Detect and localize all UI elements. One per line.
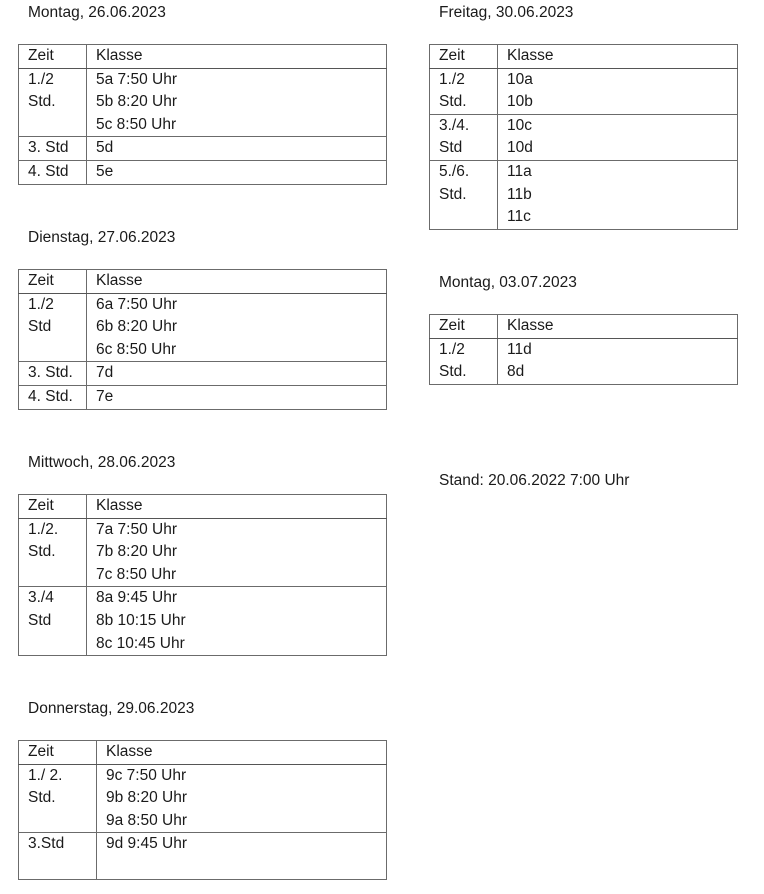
table-row <box>430 114 738 160</box>
header-klasse: Klasse <box>498 315 738 339</box>
class-cell <box>97 764 387 833</box>
class-cell <box>87 518 387 587</box>
day-title: Montag, 03.07.2023 <box>439 274 577 291</box>
class-entry: 11c <box>507 208 531 226</box>
table-row <box>19 362 387 386</box>
class-cell <box>498 114 738 160</box>
time-line: 1./2 <box>28 295 54 313</box>
time-line: Std. <box>439 93 467 111</box>
time-line: 1./2 <box>28 70 54 88</box>
time-line: Std. <box>28 93 56 111</box>
table-row <box>19 160 387 184</box>
time-line: 3./4. <box>439 116 470 134</box>
class-cell <box>498 160 738 229</box>
time-line: Std <box>28 318 52 336</box>
time-cell <box>430 114 498 160</box>
time-line: 3.Std <box>28 835 65 853</box>
table-header-row <box>19 45 387 69</box>
class-entry: 11a <box>507 162 532 180</box>
class-entry: 7b 8:20 Uhr <box>96 543 177 561</box>
time-cell <box>19 833 97 879</box>
time-line: 5./6. <box>439 162 470 180</box>
class-entry: 11b <box>507 185 532 203</box>
day-title: Dienstag, 27.06.2023 <box>28 229 176 246</box>
header-klasse: Klasse <box>87 270 387 294</box>
day-title: Mittwoch, 28.06.2023 <box>28 454 176 471</box>
header-klasse: Klasse <box>97 741 387 765</box>
table-row <box>19 764 387 833</box>
class-entry: 5e <box>96 162 114 180</box>
class-entry: 10a <box>507 70 533 88</box>
table-header-row <box>19 741 387 765</box>
class-cell <box>498 338 738 384</box>
time-line: 3./4 <box>28 589 54 607</box>
class-entry: 7e <box>96 387 114 405</box>
time-cell <box>19 362 87 386</box>
class-cell <box>97 833 387 879</box>
table-row <box>430 338 738 384</box>
header-zeit: Zeit <box>430 315 498 339</box>
class-cell <box>87 587 387 656</box>
class-entry: 7a 7:50 Uhr <box>96 520 177 538</box>
day-title: Freitag, 30.06.2023 <box>439 4 574 21</box>
time-line: Std. <box>439 185 467 203</box>
class-entry: 9d 9:45 Uhr <box>106 835 187 853</box>
last-updated-text: Stand: 20.06.2022 7:00 Uhr <box>439 472 630 489</box>
class-entry: 5d <box>96 139 114 157</box>
time-line: Std <box>439 139 463 157</box>
class-entry: 8d <box>507 363 525 381</box>
header-zeit: Zeit <box>19 495 87 519</box>
time-cell <box>19 764 97 833</box>
class-cell <box>87 68 387 137</box>
schedule-table <box>18 494 387 656</box>
day-title: Montag, 26.06.2023 <box>28 4 166 21</box>
class-cell <box>87 160 387 184</box>
schedule-table <box>18 269 387 410</box>
table-row <box>19 385 387 409</box>
time-line: Std. <box>28 543 56 561</box>
time-cell <box>19 137 87 161</box>
table-row <box>19 587 387 656</box>
class-entry: 5a 7:50 Uhr <box>96 70 177 88</box>
header-klasse: Klasse <box>87 45 387 69</box>
time-cell <box>430 338 498 384</box>
time-line: 4. Std. <box>28 387 73 405</box>
day-title: Donnerstag, 29.06.2023 <box>28 700 195 717</box>
time-line: 1./ 2. <box>28 766 63 784</box>
time-cell <box>430 68 498 114</box>
header-zeit: Zeit <box>19 741 97 765</box>
table-row <box>430 68 738 114</box>
time-cell <box>19 68 87 137</box>
class-entry: 5c 8:50 Uhr <box>96 115 177 133</box>
time-cell <box>19 587 87 656</box>
class-cell <box>87 137 387 161</box>
time-cell <box>19 518 87 587</box>
class-entry: 9b 8:20 Uhr <box>106 789 187 807</box>
header-zeit: Zeit <box>430 45 498 69</box>
class-entry: 10b <box>507 93 533 111</box>
table-row <box>19 137 387 161</box>
class-entry: 10c <box>507 116 532 134</box>
time-line: 3. Std <box>28 139 69 157</box>
schedule-table <box>429 314 738 385</box>
time-cell <box>430 160 498 229</box>
table-header-row <box>19 270 387 294</box>
class-entry: 5b 8:20 Uhr <box>96 93 177 111</box>
schedule-table <box>18 44 387 185</box>
time-line: 1./2 <box>439 70 465 88</box>
time-cell <box>19 385 87 409</box>
class-cell <box>87 293 387 362</box>
time-cell <box>19 160 87 184</box>
header-zeit: Zeit <box>19 45 87 69</box>
class-entry: 6c 8:50 Uhr <box>96 340 177 358</box>
table-header-row <box>430 45 738 69</box>
class-cell <box>87 362 387 386</box>
class-entry <box>106 856 386 879</box>
table-header-row <box>430 315 738 339</box>
class-entry: 10d <box>507 139 533 157</box>
class-entry: 9c 7:50 Uhr <box>106 766 187 784</box>
class-entry: 8a 9:45 Uhr <box>96 589 177 607</box>
time-line: Std. <box>28 789 56 807</box>
schedule-table <box>429 44 738 230</box>
header-klasse: Klasse <box>87 495 387 519</box>
class-cell <box>498 68 738 114</box>
time-line: 1./2 <box>439 340 465 358</box>
class-entry: 11d <box>507 340 532 358</box>
class-cell <box>87 385 387 409</box>
header-klasse: Klasse <box>498 45 738 69</box>
time-line: 4. Std <box>28 162 69 180</box>
class-entry: 6a 7:50 Uhr <box>96 295 177 313</box>
class-entry: 7c 8:50 Uhr <box>96 565 177 583</box>
table-header-row <box>19 495 387 519</box>
time-cell <box>19 293 87 362</box>
class-entry: 6b 8:20 Uhr <box>96 318 177 336</box>
time-line: Std <box>28 611 52 629</box>
table-row <box>19 518 387 587</box>
class-entry: 8c 10:45 Uhr <box>96 634 185 652</box>
time-line: 1./2. <box>28 520 59 538</box>
header-zeit: Zeit <box>19 270 87 294</box>
schedule-table <box>18 740 387 880</box>
time-line: Std. <box>439 363 467 381</box>
class-entry: 8b 10:15 Uhr <box>96 611 186 629</box>
table-row <box>430 160 738 229</box>
table-row <box>19 68 387 137</box>
time-line: 3. Std. <box>28 364 73 382</box>
table-row <box>19 833 387 879</box>
class-entry: 9a 8:50 Uhr <box>106 811 187 829</box>
class-entry: 7d <box>96 364 114 382</box>
table-row <box>19 293 387 362</box>
